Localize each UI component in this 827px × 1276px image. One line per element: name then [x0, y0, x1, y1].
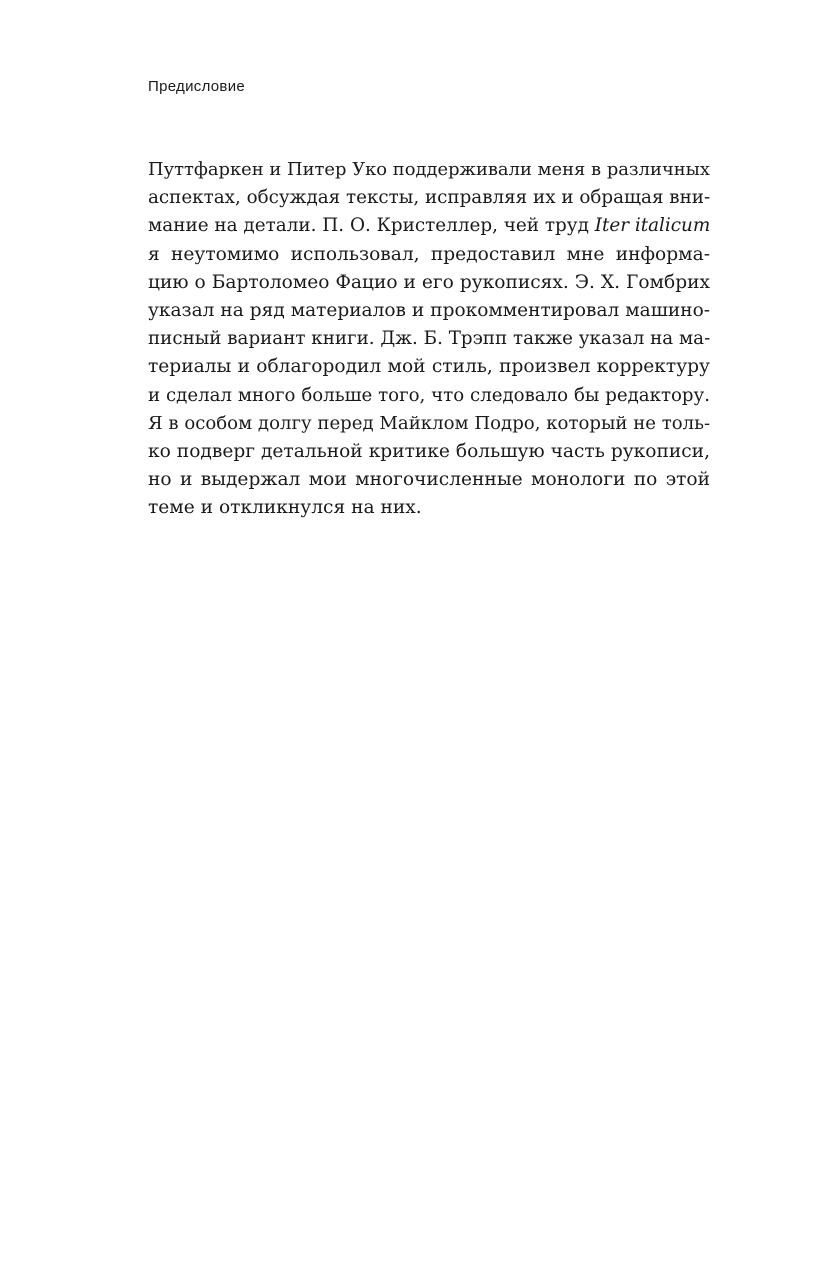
- text-line-5: цию о Бартоломео Фацио и его рукописях. Э. Х. Гомбрих: [148, 271, 710, 293]
- text-line-3: [148, 212, 710, 240]
- text-line-4: я неутомимо использовал, предоставил мне информа-: [148, 243, 710, 265]
- running-head: Предисловие: [148, 78, 246, 95]
- text-line-13: теме и откликнулся на них.: [148, 497, 422, 519]
- text-line-2: аспектах, обсуждая тексты, исправляя их и обращая вни-: [148, 187, 711, 209]
- text-line-11: ко подверг детальной критике большую часть рукописи,: [148, 440, 710, 462]
- text-line-10: Я в особом долгу перед Майклом Подро, который не толь-: [148, 412, 711, 434]
- text-line-6: указал на ряд материалов и прокомментировал машино-: [148, 299, 710, 321]
- text-line-3-roman: мание на детали. П. О. Кристеллер, чей труд: [148, 215, 595, 237]
- text-line-8: териалы и облагородил мой стиль, произвел корректуру: [148, 356, 710, 378]
- book-title-italic: Iter italicum: [594, 215, 711, 237]
- text-line-9: и сделал много больше того, что следовало бы редактору.: [148, 384, 710, 406]
- text-line-7: писный вариант книги. Дж. Б. Трэпп также указал на ма-: [148, 328, 711, 350]
- body-paragraph: [148, 156, 710, 522]
- text-line-12: но и выдержал мои многочисленные монологи по этой: [148, 469, 710, 491]
- text-line-1: Путтфаркен и Питер Уко поддерживали меня в различных: [148, 159, 710, 180]
